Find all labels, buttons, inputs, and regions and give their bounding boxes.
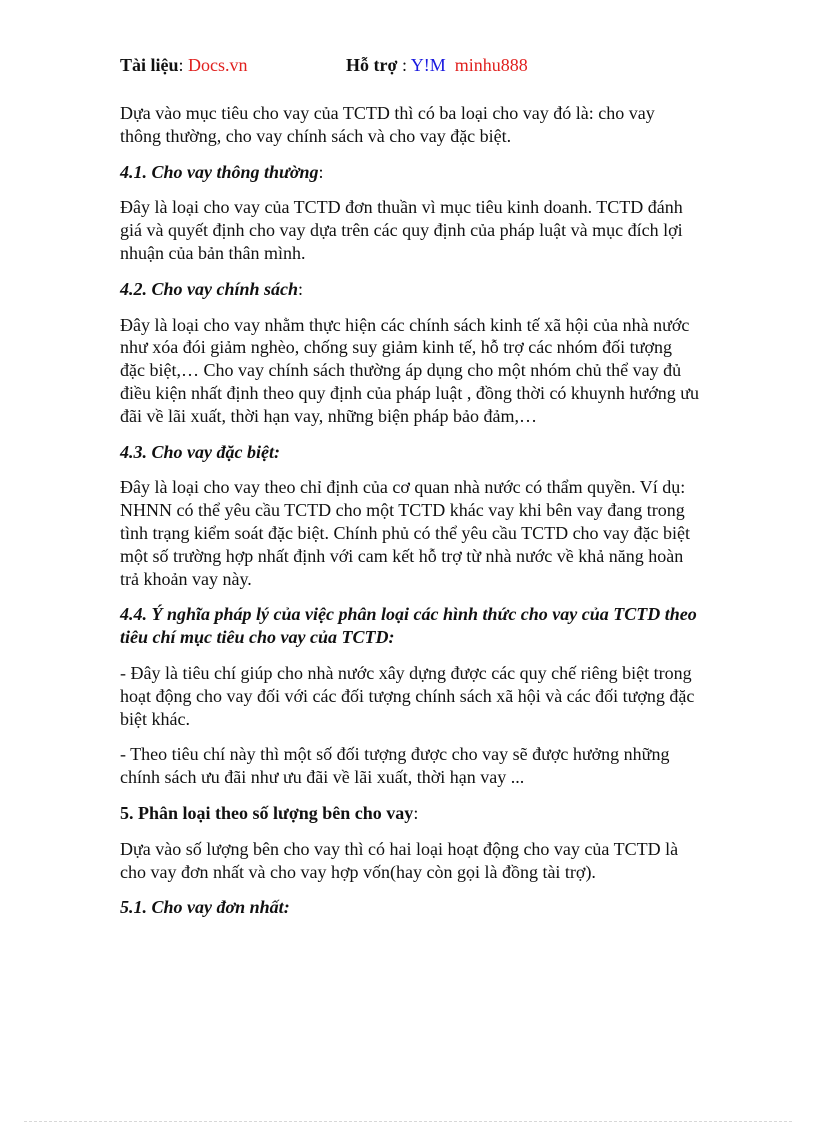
document-body <box>120 102 700 932</box>
section-paragraph-4-1: Đây là loại cho vay của TCTD đơn thuần vì mục tiêu kinh doanh. TCTD đánh giá và quyết định cho vay dựa trên các quy định của pháp luật và mục đích lợi nhuận của bản thân mình. <box>120 197 683 263</box>
section-paragraph-4-4-a: - Đây là tiêu chí giúp cho nhà nước xây dựng được các quy chế riêng biệt trong hoạt động cho vay đối với các đối tượng chính sách xã hội và các đối tượng đặc biệt khác. <box>120 662 695 729</box>
page-bottom-divider <box>24 1121 792 1122</box>
section-title-5: 5. Phân loại theo số lượng bên cho vay <box>120 802 414 823</box>
section-heading-5-1: 5.1. Cho vay đơn nhất: <box>120 897 290 918</box>
section-title-colon: : <box>413 802 419 823</box>
page-header <box>120 54 528 76</box>
section-heading-4-3: 4.3. Cho vay đặc biệt: <box>120 441 280 462</box>
doc-separator: : <box>178 55 189 75</box>
section-heading-4-2 <box>120 278 700 301</box>
intro-paragraph: Dựa vào mục tiêu cho vay của TCTD thì có ba loại cho vay đó là: cho vay thông thường, cho vay chính sách và cho vay đặc biệt. <box>120 103 655 146</box>
section-title-4-2: 4.2. Cho vay chính sách <box>120 278 299 299</box>
section-heading-5 <box>120 802 700 825</box>
section-title-colon: : <box>318 161 324 182</box>
section-title-colon: : <box>298 278 304 299</box>
support-info <box>346 54 528 76</box>
support-separator: : <box>397 55 411 75</box>
section-title-4-1: 4.1. Cho vay thông thường <box>120 161 319 182</box>
support-id-link[interactable]: minhu888 <box>454 55 528 75</box>
support-ym-link[interactable]: Y!M <box>410 55 446 75</box>
section-paragraph-4-3: Đây là loại cho vay theo chỉ định của cơ quan nhà nước có thẩm quyền. Ví dụ: NHNN có thể yêu cầu TCTD cho một TCTD khác vay khi bên vay đang trong tình trạng kiểm soát đặc biệt. Chính phủ có thể yêu cầu TCTD cho vay đặc biệt một số trường hợp nhất định với cam kết hỗ trợ từ nhà nước về khả năng hoàn trả khoản vay này. <box>120 477 691 589</box>
section-heading-4-4: 4.4. Ý nghĩa pháp lý của việc phân loại các hình thức cho vay của TCTD theo tiêu chí mục tiêu cho vay của TCTD: <box>120 604 697 648</box>
section-heading-4-1 <box>120 161 700 184</box>
section-paragraph-5: Dựa vào số lượng bên cho vay thì có hai loại hoạt động cho vay của TCTD là cho vay đơn nhất và cho vay hợp vốn(hay còn gọi là đồng tài trợ). <box>120 838 679 882</box>
section-paragraph-4-4-b: - Theo tiêu chí này thì một số đối tượng được cho vay sẽ được hưởng những chính sách ưu đãi như ưu đãi về lãi xuất, thời hạn vay ... <box>120 744 670 788</box>
support-label: Hỗ trợ <box>346 55 398 75</box>
doc-label: Tài liệu <box>120 55 179 75</box>
doc-site-link[interactable]: Docs.vn <box>188 55 248 75</box>
section-paragraph-4-2: Đây là loại cho vay nhằm thực hiện các chính sách kinh tế xã hội của nhà nước như xóa đói giảm nghèo, chống suy giảm kinh tế, hỗ trợ các nhóm đối tượng đặc biệt,… Cho vay chính sách thường áp dụng cho một nhóm chủ thể vay đủ điều kiện nhất định theo quy định của pháp luật , đồng thời có khuynh hướng ưu đãi về lãi xuất, thời hạn vay, những biện pháp bảo đảm,… <box>120 314 699 426</box>
